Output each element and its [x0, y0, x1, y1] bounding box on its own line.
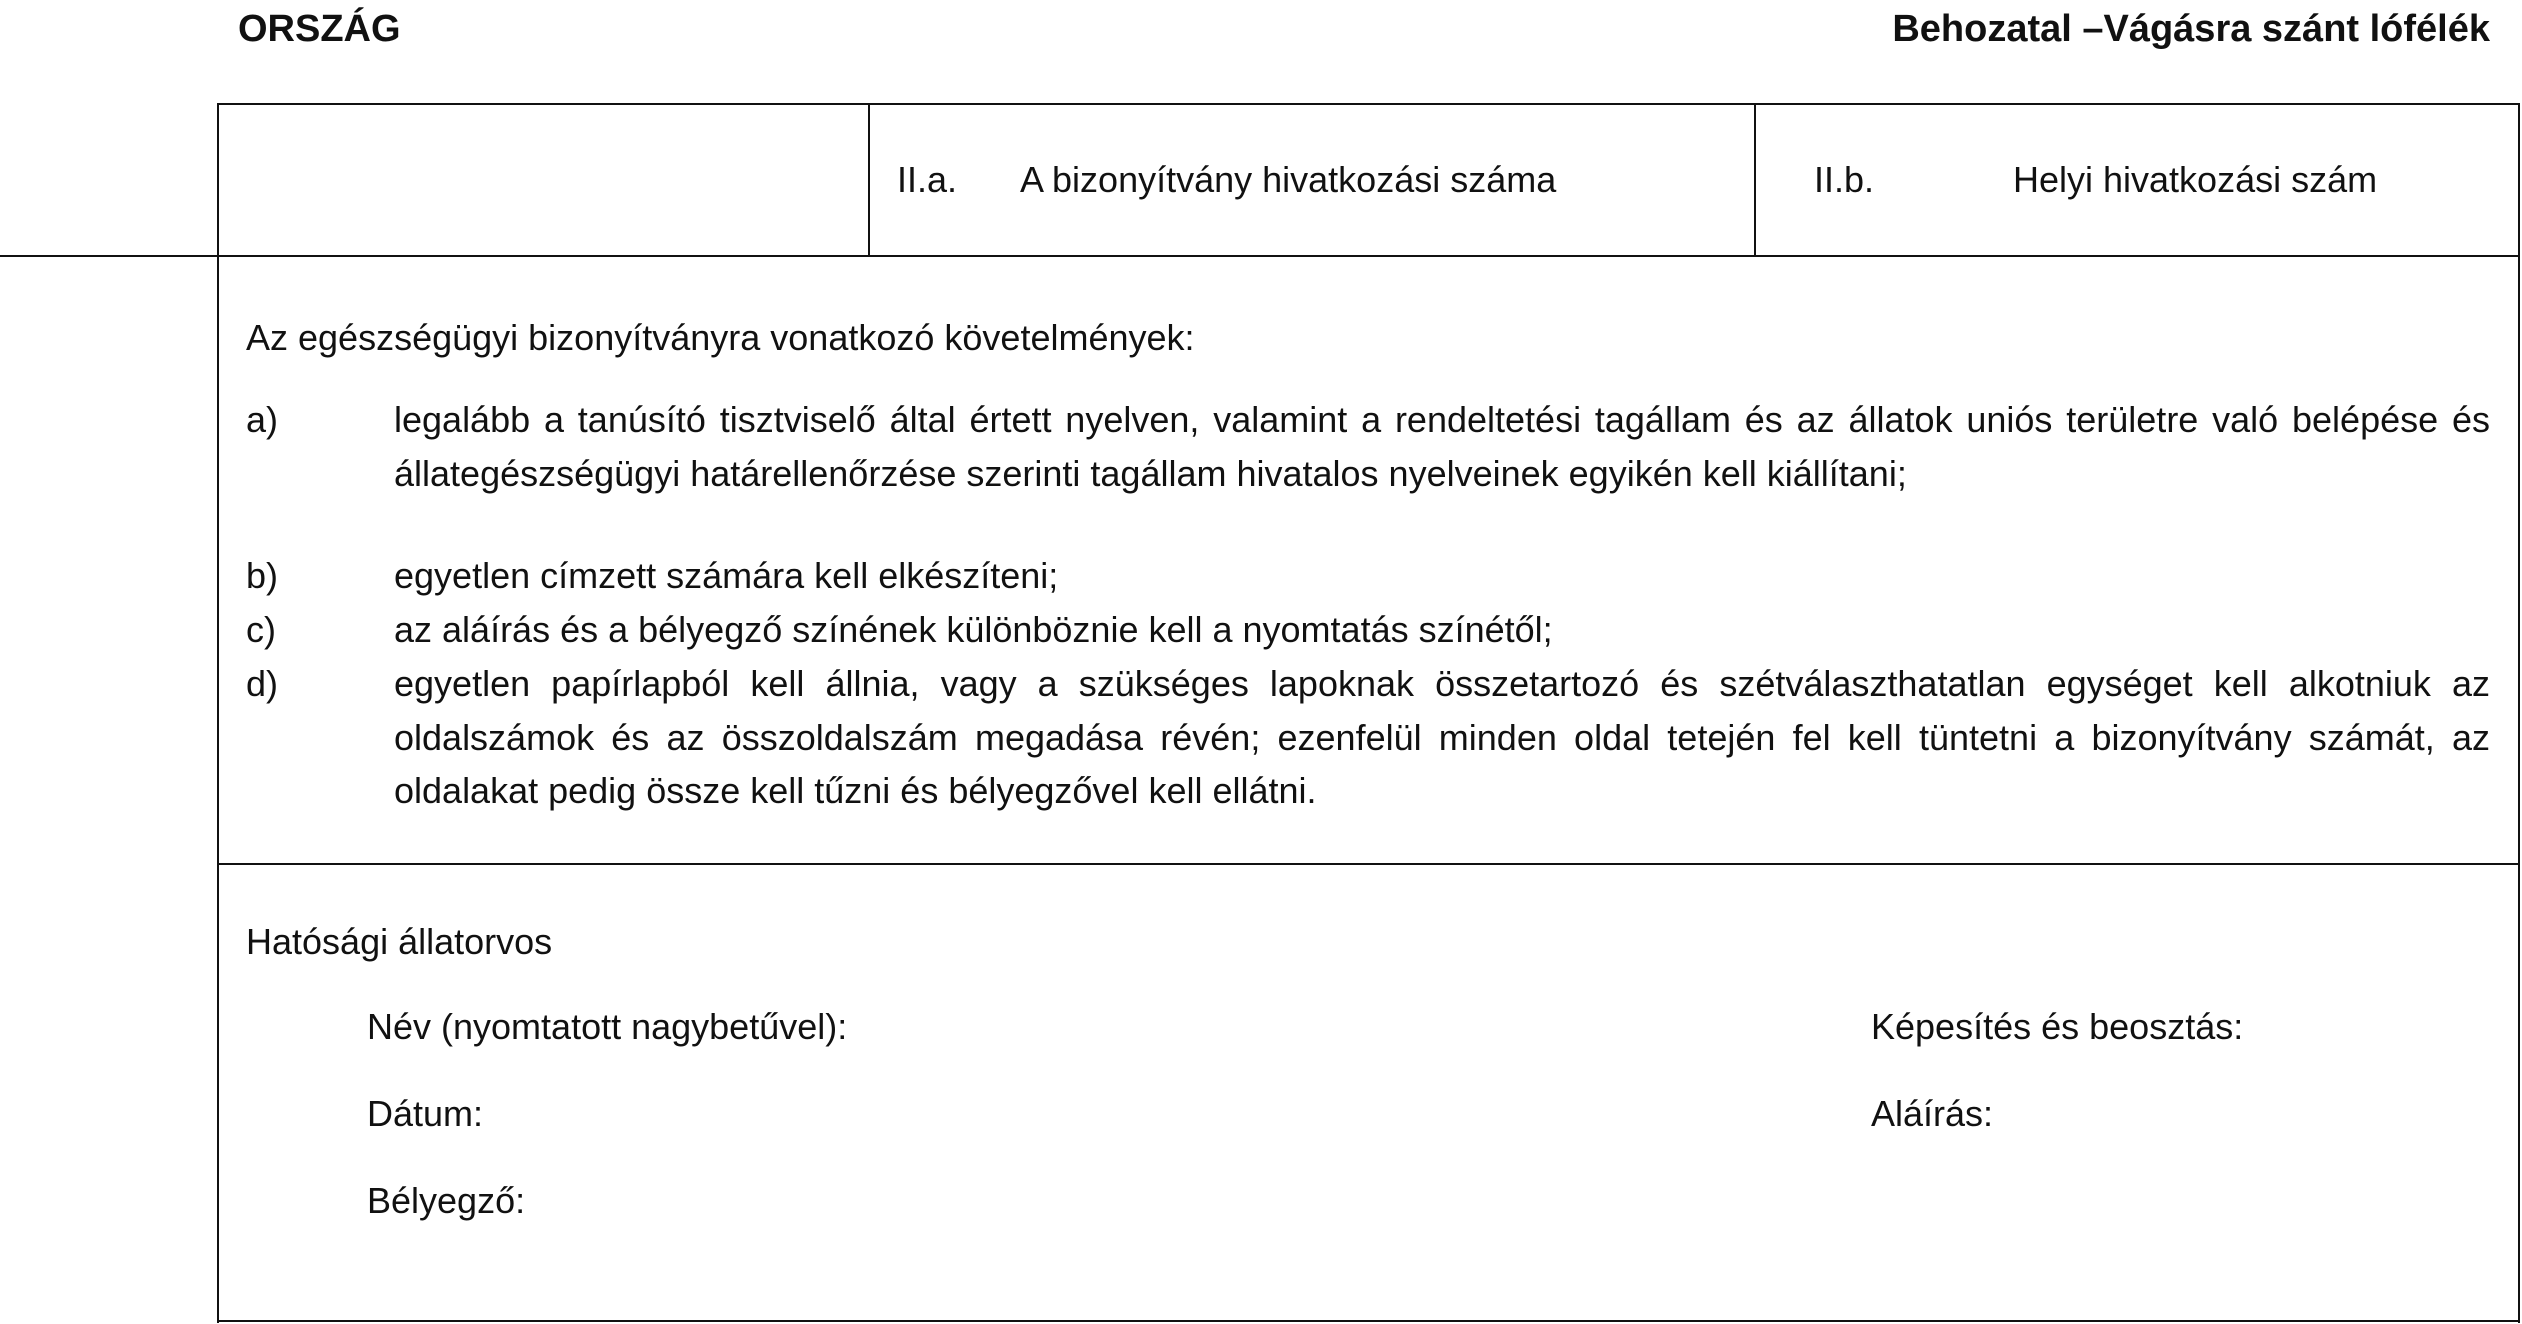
col-divider-2: [1754, 103, 1756, 256]
country-label: ORSZÁG: [238, 8, 401, 50]
col-divider-1: [868, 103, 870, 256]
date-label: Dátum:: [367, 1093, 484, 1134]
name-label: Név (nyomtatott nagybetűvel):: [367, 1006, 848, 1047]
table-border-left: [217, 103, 219, 1323]
requirement-text: egyetlen papírlapból kell állnia, vagy a szükséges lapoknak összetartozó és szétválaszthatatlan egységet kell alkotniuk az oldalszámok és az összoldalszám megadása révén; ezenfelül minden oldal tetején fel kell tüntetni a bizonyítvány számát, az oldalakat pedig össze kell tűzni és bélyegzővel kell ellátni.: [394, 663, 2490, 811]
requirements-heading: Az egészségügyi bizonyítványra vonatkozó követelmények:: [246, 317, 1195, 358]
requirement-label: c): [246, 609, 276, 650]
row1-divider: [0, 255, 2520, 257]
requirement-text: egyetlen címzett számára kell elkészíteni;: [394, 555, 1059, 596]
requirement-text: az aláírás és a bélyegző színének különböznie kell a nyomtatás színétől;: [394, 609, 1553, 650]
qualification-label: Képesítés és beosztás:: [1871, 1006, 2244, 1047]
requirement-label: d): [246, 663, 279, 704]
certificate-ref-code: II.a.: [897, 159, 958, 200]
table-border-bottom: [217, 1320, 2520, 1322]
requirement-text: legalább a tanúsító tisztviselő által értett nyelven, valamint a rendeltetési tagállam és az állatok uniós területre való belépése és állategészségügyi határellenőrzése szerinti tagállam hivatalos nyelveinek egyikén kell kiállítani;: [394, 399, 2490, 494]
local-ref-label: Helyi hivatkozási szám: [2013, 159, 2378, 200]
stamp-label: Bélyegző:: [367, 1180, 526, 1221]
document-title: Behozatal –Vágásra szánt lófélék: [1892, 8, 2490, 50]
official-vet-heading: Hatósági állatorvos: [246, 921, 553, 962]
requirement-label: a): [246, 399, 279, 440]
certificate-ref-label: A bizonyítvány hivatkozási száma: [1020, 159, 1557, 200]
row2-divider: [217, 863, 2520, 865]
requirement-label: b): [246, 555, 279, 596]
signature-label: Aláírás:: [1871, 1093, 1994, 1134]
local-ref-code: II.b.: [1814, 159, 1875, 200]
table-border-right: [2518, 103, 2520, 1323]
table-border-top: [217, 103, 2520, 105]
